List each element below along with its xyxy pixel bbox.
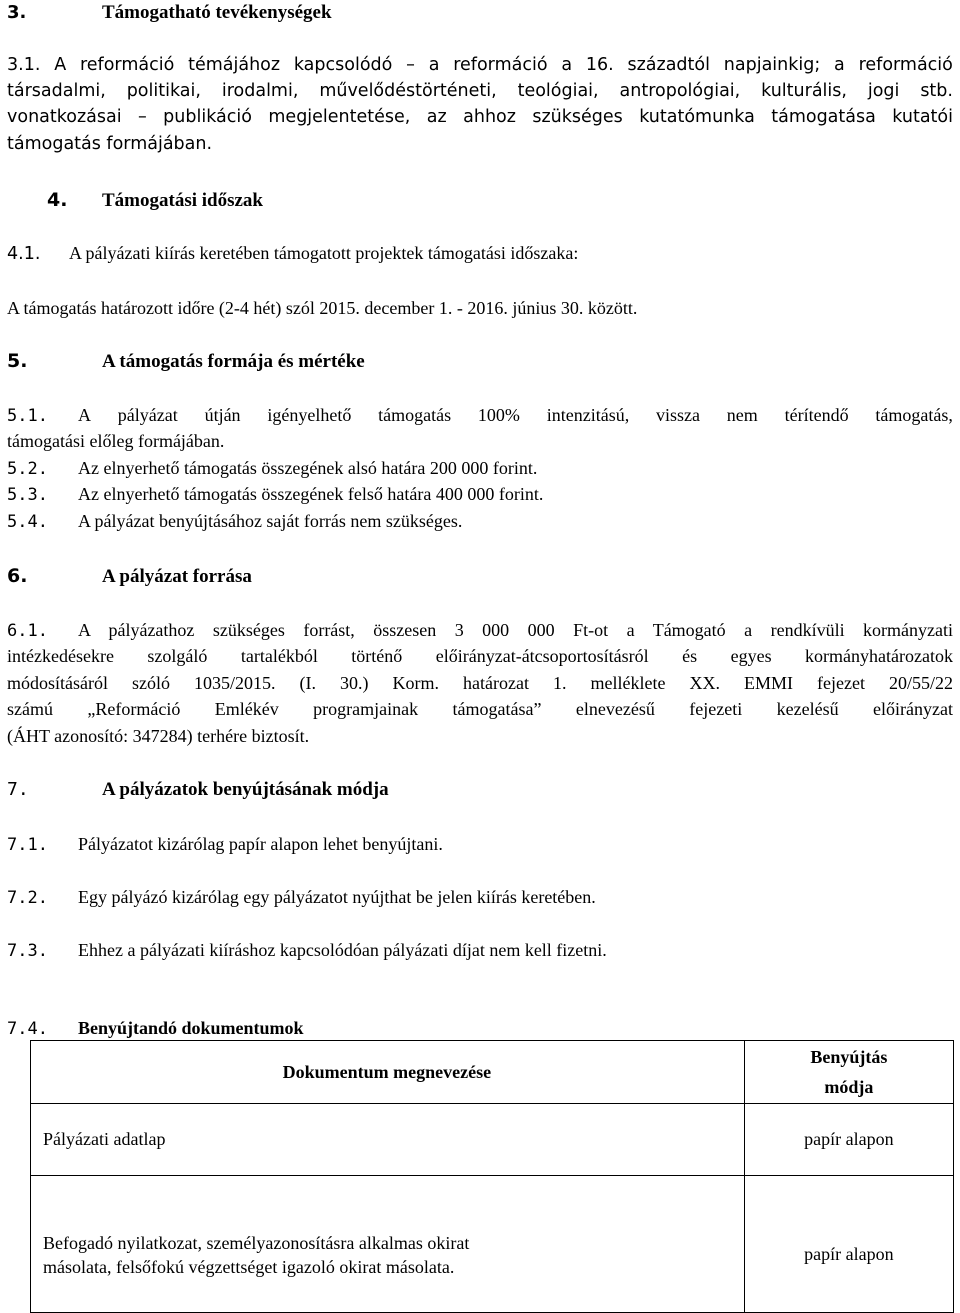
paragraph-3-1-line-1 [7,52,953,78]
paragraph-6-1-line-3: módosításáról szóló 1035/2015. (I. 30.) Korm. határozat 1. melléklete XX. EMMI fejezet 20/55/22 [7,673,953,693]
word: művelődéstörténeti, [319,81,497,101]
paragraph-number: 7.4. [7,1019,48,1039]
word: útján [204,405,241,425]
paragraph-number: 4.1. [7,244,41,264]
header-submission-mode [744,1041,953,1104]
word: szükséges [532,107,623,127]
word: A [54,55,67,75]
paragraph-number: 7.2. [7,888,48,908]
paragraph-text: Ehhez a pályázati kiíráshoz kapcsolódóan pályázati díjat nem kell fizetni. [78,940,607,960]
paragraph-5-1-line-2: támogatási előleg formájában. [7,431,225,451]
word: kutatói [892,107,953,127]
row-mode: papír alapon [744,1198,953,1313]
word: kezelésű [776,699,839,719]
header-mode-line-1: Benyújtás [810,1047,888,1067]
section-5-heading [7,348,365,375]
word: előirányzat [873,699,953,719]
word: napjainkig; [723,55,821,75]
section-number: 5. [7,350,28,372]
paragraph-text: Pályázatot kizárólag papír alapon lehet benyújtani. [78,834,443,854]
paragraph-number: 5.1. [7,406,48,426]
paragraph-7-2 [7,884,596,911]
paragraph-number: 3.1. [7,55,41,75]
word: politikai, [126,81,201,101]
documents-table [30,1040,954,1313]
word: pályázat [117,405,178,425]
word: 16. [585,55,614,75]
word: „Reformáció [87,699,181,719]
paragraph-6-1-line-4 [7,696,953,722]
word: – [406,55,415,75]
word: nem [726,405,758,425]
paragraph-5-4 [7,508,462,535]
word: társadalmi, [7,81,106,101]
word: igényelhető [267,405,352,425]
word: a [561,55,573,75]
paragraph-5-1-line-1 [78,402,953,428]
document-name: Pályázati adatlap [43,1129,166,1149]
word: intenzitású, [546,405,630,425]
paragraph-3-1-line-3 [7,104,953,130]
paragraph-title: Benyújtandó dokumentumok [78,1018,304,1038]
word: programjainak [313,699,419,719]
word: – [138,107,147,127]
word: irodalmi, [221,81,299,101]
word: elnevezésű [575,699,655,719]
word: támogatás, [875,405,953,425]
paragraph-6-1-line-2: intézkedésekre szolgáló tartalékból történő előirányzat-átcsoportosításról és egyes kormányhatározatok [7,646,953,666]
table-row [31,1104,954,1176]
section-number: 7. [7,779,29,800]
paragraph-number: 5.3. [7,485,48,505]
paragraph-3-1-line-2 [7,78,953,104]
word: Emlékév [214,699,279,719]
word: 100% [477,405,520,425]
table-header-row [31,1041,954,1104]
word: reformáció [858,55,953,75]
paragraph-4-1 [7,240,578,267]
section-number: 4. [47,189,68,211]
document-name-line-1: Befogadó nyilatkozat, személyazonosításra alkalmas okirat [43,1232,470,1253]
word: az [426,107,447,127]
word: megjelentetése, [268,107,411,127]
word: reformáció [453,55,548,75]
paragraph-5-3 [7,481,543,508]
paragraph-number: 6.1. [7,621,48,641]
word: stb. [920,81,953,101]
paragraph-number: 5.2. [7,459,48,479]
word: vissza [656,405,700,425]
word: számú [7,699,53,719]
word: ahhoz [463,107,516,127]
paragraph-5-2 [7,455,537,482]
paragraph-7-3 [7,937,607,964]
document-name-line-2: másolata, felsőfokú végzettséget igazoló okirat másolata. [43,1256,455,1277]
paragraph-text: A pályázat benyújtásához saját forrás nem szükséges. [78,511,463,531]
word: kapcsolódó [293,55,393,75]
word: antropológiai, [619,81,741,101]
row-document [31,1104,745,1176]
paragraph-4-1-period: A támogatás határozott időre (2-4 hét) szól 2015. december 1. - 2016. június 30. között. [7,298,638,318]
word: kulturális, [761,81,847,101]
header-mode-line-2: módja [824,1077,874,1097]
paragraph-number: 5.4. [7,512,48,532]
section-number: 6. [7,565,28,587]
word: századtól [627,55,710,75]
word: publikáció [163,107,252,127]
word: vonatkozásai [7,107,122,127]
paragraph-7-1 [7,831,443,858]
paragraph-6-1-line-1: A pályázathoz szükséges forrást, összesen 3 000 000 Ft-ot a Támogató a rendkívüli kormányzati [78,620,953,640]
paragraph-number: 7.3. [7,941,48,961]
paragraph-text: A pályázati kiírás keretében támogatott projektek támogatási időszaka: [69,243,579,263]
word: támogatás [378,405,452,425]
row-document [31,1198,745,1313]
word: térítendő [784,405,849,425]
spacer-cell [744,1176,953,1198]
row-mode: papír alapon [744,1104,953,1176]
table-row [31,1198,954,1313]
word: kutatómunka [639,107,755,127]
paragraph-6-1-number [7,617,48,644]
table-spacer-row [31,1176,954,1198]
word: A [78,405,91,425]
word: reformáció [79,55,175,75]
word: jogi [867,81,900,101]
paragraph-text: Az elnyerhető támogatás összegének felső határa 400 000 forint. [78,484,544,504]
section-title: A pályázatok benyújtásának módja [102,779,389,800]
section-title: Támogatható tevékenységek [102,2,332,23]
section-title: A támogatás formája és mértéke [102,351,365,372]
section-number: 3. [7,2,27,23]
section-7-heading [7,777,389,803]
paragraph-text: Egy pályázó kizárólag egy pályázatot nyújthat be jelen kiírás keretében. [78,887,596,907]
section-title: A pályázat forrása [102,566,252,587]
paragraph-6-1-line-5: (ÁHT azonosító: 347284) terhére biztosít. [7,726,310,746]
section-6-heading [7,563,252,590]
paragraph-3-1-line-4: támogatás formájában. [7,134,213,154]
word: támogatása [771,107,876,127]
word: a [834,55,845,75]
word: témájához [188,55,281,75]
paragraph-5-1-number [7,402,48,429]
spacer-cell [31,1176,745,1198]
paragraph-7-4 [7,1015,304,1042]
word: fejezeti [689,699,743,719]
paragraph-number: 7.1. [7,835,48,855]
paragraph-text: Az elnyerhető támogatás összegének alsó határa 200 000 forint. [78,458,538,478]
word: támogatása” [452,699,542,719]
word: a [428,55,440,75]
header-document-name: Dokumentum megnevezése [31,1041,745,1104]
section-4-heading [47,187,263,214]
section-title: Támogatási időszak [102,190,263,211]
section-3-heading [7,0,332,26]
word: teológiai, [517,81,599,101]
